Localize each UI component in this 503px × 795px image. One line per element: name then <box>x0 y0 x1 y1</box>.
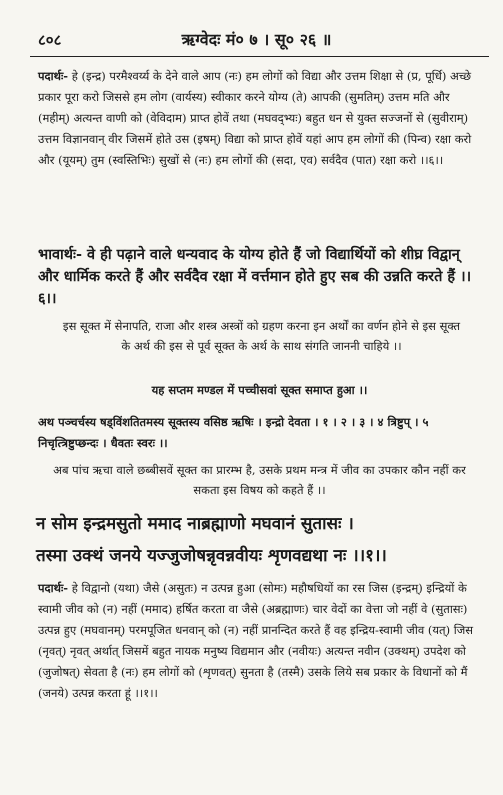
padartha-text: हे (इन्द्र) परमैश्वर्य्य के देने वाले आप (नः) हम लोगों को विद्या और उत्तम शिक्षा से (प्र, पूर्धि) अच्छे प्रकार पूरा करो जिससे हम लोग (वार्यस्य) स्वीकार करने योग्य (ते) आपकी (सुमतिम्) उत्तम मति और (महीम्) अत्यन्त वाणी को (वेविदाम) प्राप्त होवें तथा (मघवद्भ्यः) बहुत धन से युक्त सज्जनों से (सुवीराम्) उत्तम विज्ञानवान् वीर जिसमें होते उस (इषम्) विद्या को प्राप्त होवें यहां आप हम लोगों की (पिन्व) रक्षा करो और (यूयम्) तुम (स्वस्तिभिः) सुखों से (नः) हम लोगों की (सदा, एव) सर्वदैव (पात) रक्षा करो ।।६।। <box>38 69 472 167</box>
padartha-2-label: पदार्थः- <box>38 581 69 595</box>
sukta-end-text: यह सप्तम मण्डल में पच्चीसवां सूक्त समाप्त हुआ ।। <box>151 383 368 397</box>
padartha-2-text: हे विद्वानो (यथा) जैसे (असुतः) न उत्पन्न हुआ (सोमः) महौषधियों का रस जिस (इन्द्रम्) इन्द्रियों के स्वामी जीव को (न) नहीं (ममाद) हर्षित करता वा जैसे (अब्रह्माणः) चार वेदों का वेत्ता जो नहीं वे (सुतासः) उत्पन्न हुए (मघवानम्) परमपूजित धनवान् को (न) नहीं प्रानन्दित करते हैं वह इन्द्रिय-स्वामी जीव (यत्) जिस (नृवत्) नृवत् अर्थात् जिसमें बहुत नायक मनुष्य विद्यमान और (नवीयः) अत्यन्त नवीन (उक्थम्) उपदेश को (जुजोषत्) सेवता है (नः) हम लोगों को (शृणवत्) सुनता है (तस्मै) उसके लिये सब प्रकार के विधानों को मैं (जनये) उत्पन्न करता हूं ।।१।। <box>38 581 474 700</box>
mantra-block <box>36 508 489 572</box>
running-title: ऋग्वेदः मं० ७ । सू० २६ ॥ <box>181 30 332 49</box>
header-rule <box>30 56 489 57</box>
new-sukta-intro <box>38 412 481 454</box>
new-sukta-note-text: अब पांच ऋचा वाले छब्बीसवें सूक्त का प्रारम्भ है, उसके प्रथम मन्त्र में जीव का उपकार कौन नहीं कर सकता इस विषय को कहते हैं ।। <box>53 463 466 497</box>
mantra-line-2: तस्मा उक्थं जनये यज्जुजोषन्नृवन्नवीयः शृणवद्यथा नः ।।१।। <box>36 546 387 566</box>
padartha-section-1 <box>38 66 481 246</box>
padartha-label: पदार्थः- <box>38 69 69 83</box>
sukta-end <box>38 380 481 401</box>
bhavartha-text: वे ही पढ़ाने वाले धन्यवाद के योग्य होते हैं जो विद्यार्थियों को शीघ्र विद्वान् और धार्मिक करते हैं और सर्वदैव रक्षा में वर्त्तमान होते हुए सब की उन्नति करते हैं ।।६।। <box>38 246 472 307</box>
sukta-summary <box>60 316 463 356</box>
new-sukta-intro-text: अथ पञ्चर्चस्य षड्विंशतितमस्य सूक्तस्य वसिष्ठ ऋषिः । इन्द्रो देवता । १ । २ । ३ । ४ त्रिष्टुप् । ५ निचृत्त्रिष्टुप्छन्दः । धैवतः स्वरः ।। <box>38 415 429 450</box>
mantra-line-1: न सोम इन्द्रमसुतो ममाद नाब्रह्माणो मघवानं सुतासः । <box>36 514 354 534</box>
bhavartha-label: भावार्थः- <box>38 246 82 263</box>
padartha-section-2 <box>38 578 481 704</box>
new-sukta-note <box>52 460 467 500</box>
sukta-summary-text: इस सूक्त में सेनापति, राजा और शस्त्र अस्त्रों को ग्रहण करना इन अर्थों का वर्णन होने से इस सूक्त के अर्थ की इस से पूर्व सूक्त के अर्थ के साथ संगति जाननी चाहिये ।। <box>62 319 461 353</box>
bhavartha-section-1 <box>38 244 481 314</box>
page-header <box>30 28 483 54</box>
page-number: ८०८ <box>38 31 62 49</box>
